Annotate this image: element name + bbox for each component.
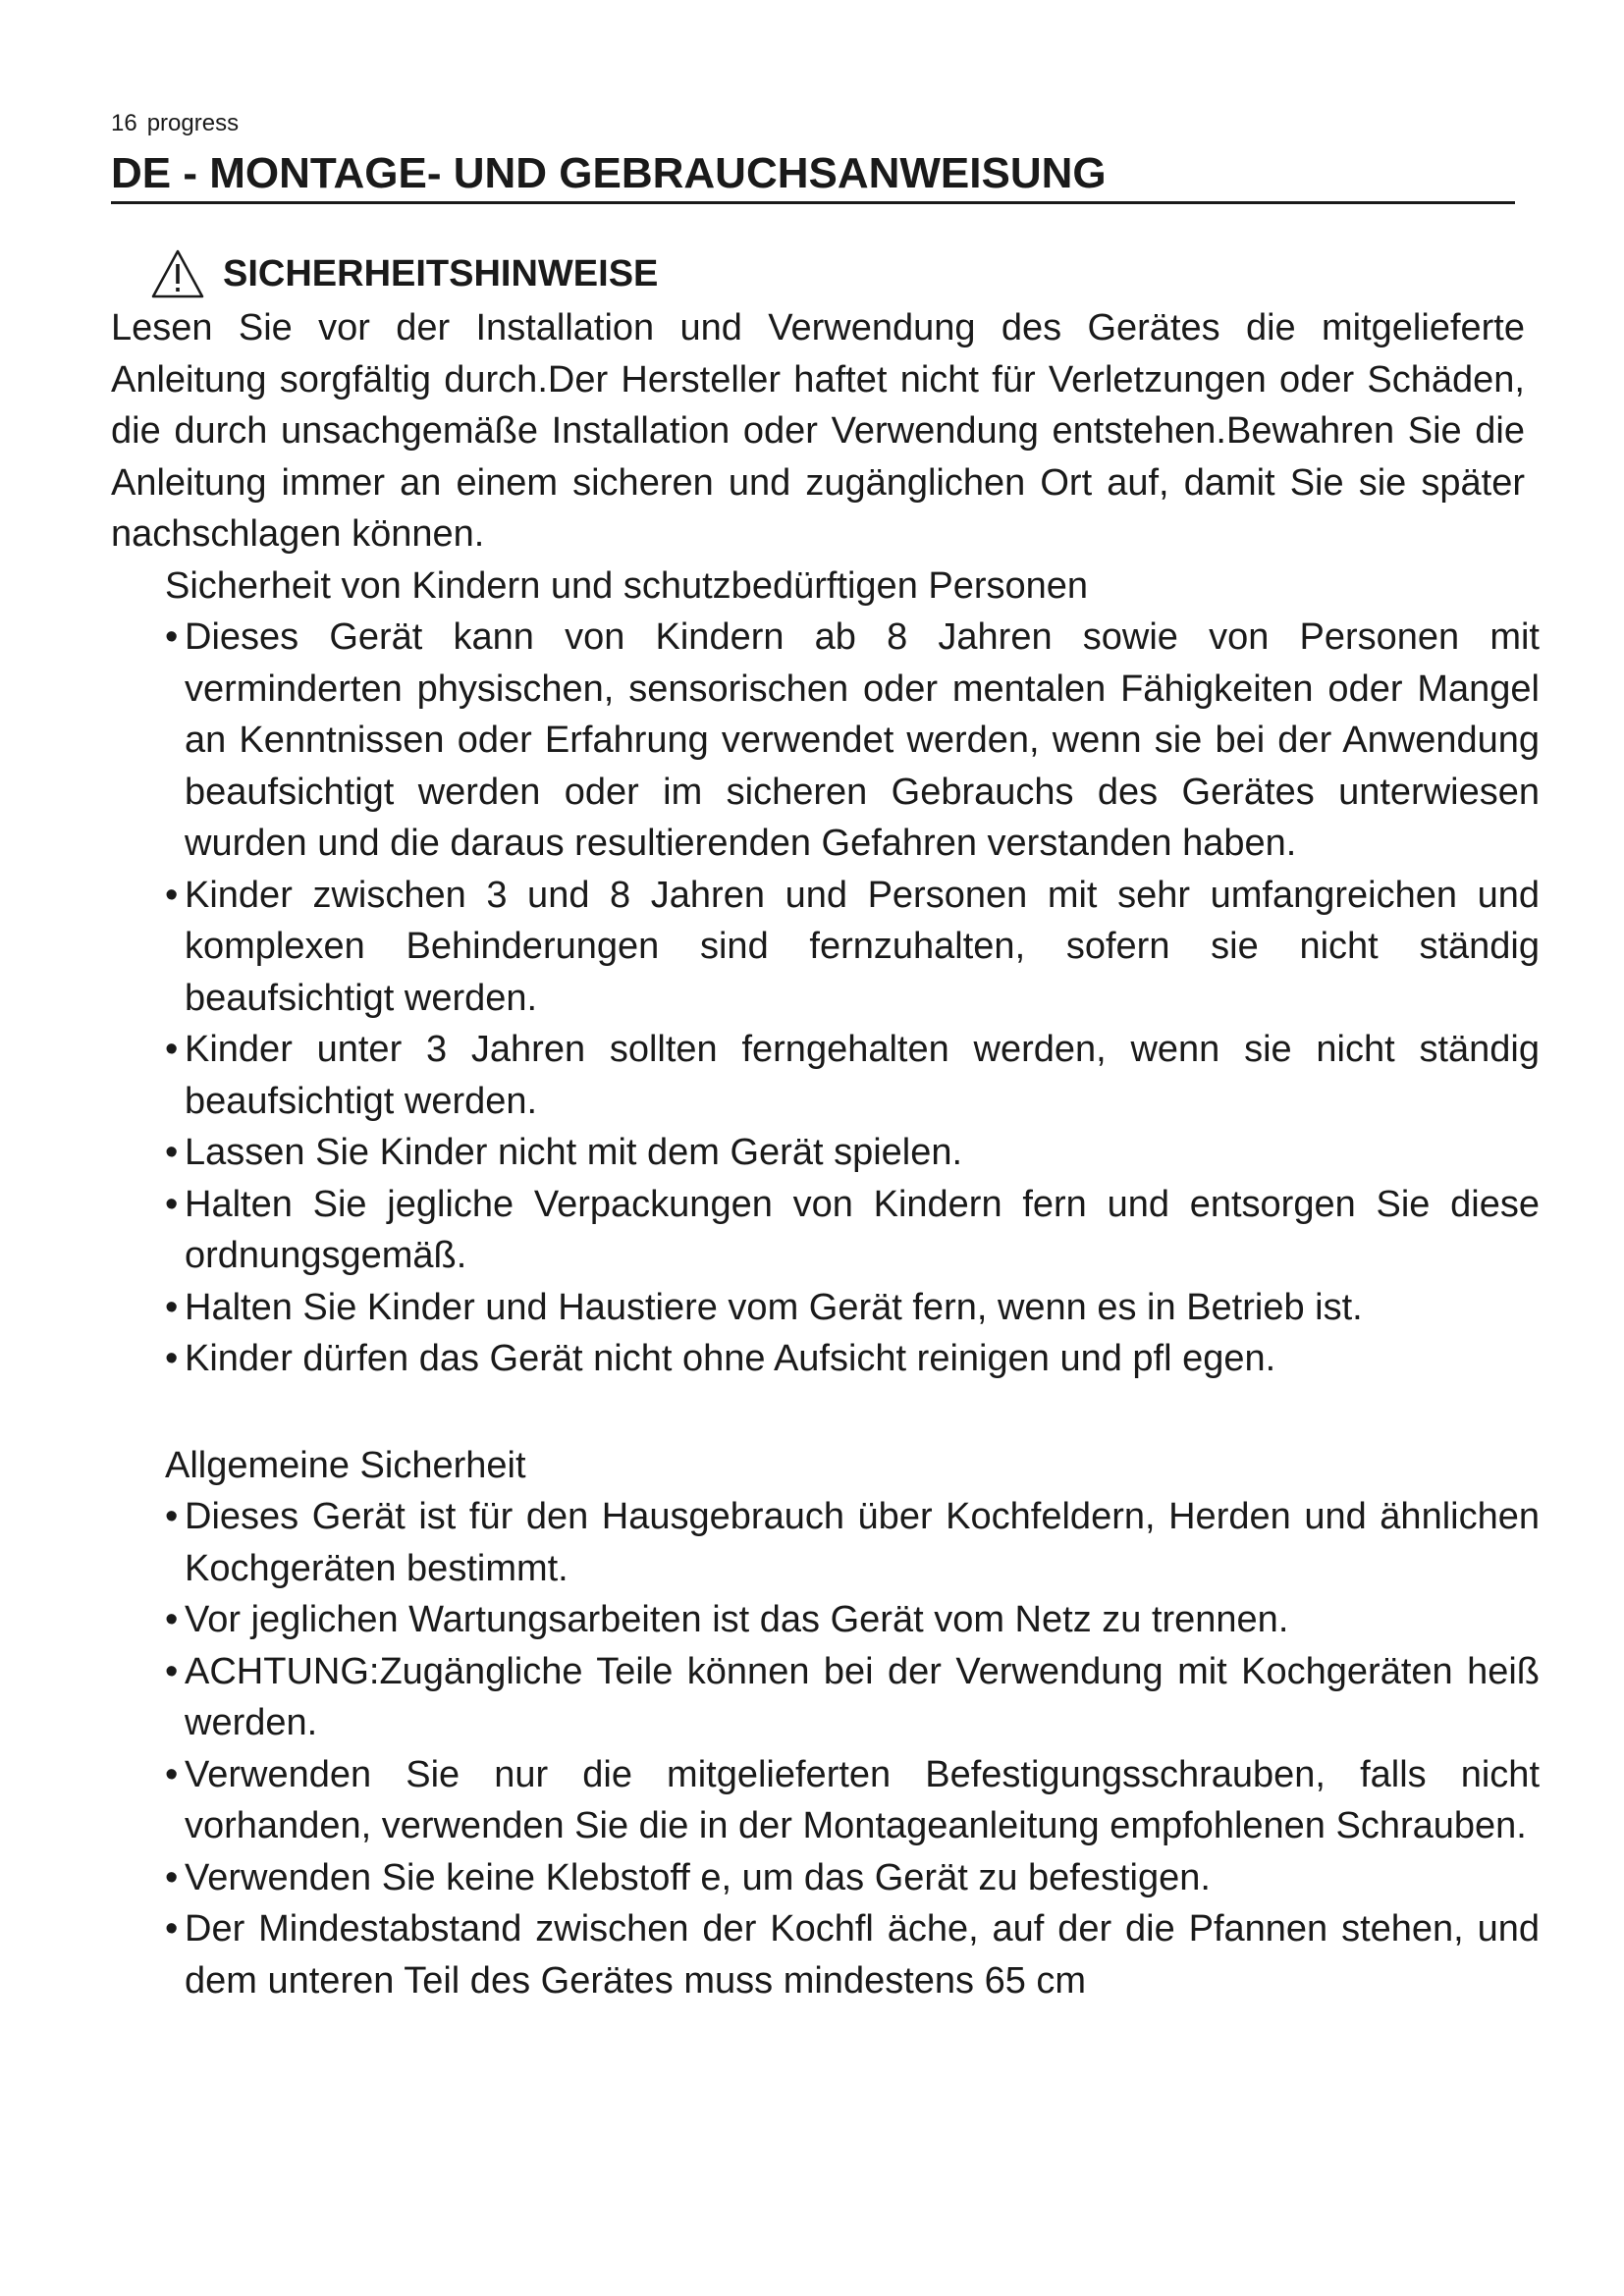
- children-safety-list: [111, 612, 1540, 1385]
- list-item: • Lassen Sie Kinder nicht mit dem Gerät spielen.: [111, 1127, 1540, 1179]
- brand-name: progress: [146, 110, 240, 136]
- safety-intro: Lesen Sie vor der Installation und Verwendung des Gerätes die mitgelieferte Anleitung sorgfältig durch.Der Hersteller haftet nicht für Verletzungen oder Schäden, die durch unsachgemäße Installation oder Verwendung entstehen.Bewahren Sie die Anleitung immer an einem sicheren und zugänglichen Ort auf, damit Sie sie später nachschlagen können.: [111, 307, 1525, 555]
- page-number-line: [111, 108, 1515, 139]
- list-item: • Verwenden Sie nur die mitgelieferten Befestigungsschrauben, falls nicht vorhanden, verwenden Sie die in der Montageanleitung empfohlenen Schrauben.: [111, 1749, 1540, 1852]
- title-divider: [111, 201, 1515, 204]
- list-item: • Halten Sie jegliche Verpackungen von Kindern fern und entsorgen Sie diese ordnungsgemäß.: [111, 1179, 1540, 1282]
- list-item: • Der Mindestabstand zwischen der Kochfl äche, auf der die Pfannen stehen, und dem unteren Teil des Gerätes muss mindestens 65 cm: [111, 1903, 1540, 2006]
- list-item: • Verwenden Sie keine Klebstoff e, um das Gerät zu befestigen.: [111, 1852, 1540, 1904]
- general-safety-heading: Allgemeine Sicherheit: [165, 1444, 526, 1486]
- general-safety-list: [111, 1491, 1540, 2006]
- page-number: 16: [111, 110, 137, 136]
- warning-triangle-icon: [150, 248, 205, 299]
- page-header: [111, 108, 1515, 200]
- document-title: DE - MONTAGE- UND GEBRAUCHSANWEISUNG: [111, 149, 1107, 197]
- list-item: • Vor jeglichen Wartungsarbeiten ist das Gerät vom Netz zu trennen.: [111, 1594, 1540, 1646]
- safety-heading-text: SICHERHEITSHINWEISE: [223, 253, 659, 294]
- list-item: • ACHTUNG:Zugängliche Teile können bei der Verwendung mit Kochgeräten heiß werden.: [111, 1646, 1540, 1749]
- list-item: • Dieses Gerät kann von Kindern ab 8 Jahren sowie von Personen mit verminderten physischen, sensorischen oder mentalen Fähigkeiten oder Mangel an Kenntnissen oder Erfahrung verwendet werden, wenn sie bei der Anwendung beaufsichtigt werden oder im sicheren Gebrauchs des Gerätes unterwiesen wurden und die daraus resultierenden Gefahren verstanden haben.: [111, 612, 1540, 870]
- section-spacer: [111, 1385, 1525, 1440]
- safety-heading: [150, 245, 1525, 302]
- list-item: • Halten Sie Kinder und Haustiere vom Gerät fern, wenn es in Betrieb ist.: [111, 1282, 1540, 1334]
- content: [111, 245, 1540, 2006]
- list-item: • Dieses Gerät ist für den Hausgebrauch über Kochfeldern, Herden und ähnlichen Kochgeräten bestimmt.: [111, 1491, 1540, 1594]
- children-safety-heading: Sicherheit von Kindern und schutzbedürftigen Personen: [165, 564, 1089, 607]
- list-item: • Kinder unter 3 Jahren sollten ferngehalten werden, wenn sie nicht ständig beaufsichtigt werden.: [111, 1024, 1540, 1127]
- list-item: • Kinder zwischen 3 und 8 Jahren und Personen mit sehr umfangreichen und komplexen Behinderungen sind fernzuhalten, sofern sie nicht ständig beaufsichtigt werden.: [111, 870, 1540, 1025]
- list-item: • Kinder dürfen das Gerät nicht ohne Aufsicht reinigen und pfl egen.: [111, 1333, 1540, 1385]
